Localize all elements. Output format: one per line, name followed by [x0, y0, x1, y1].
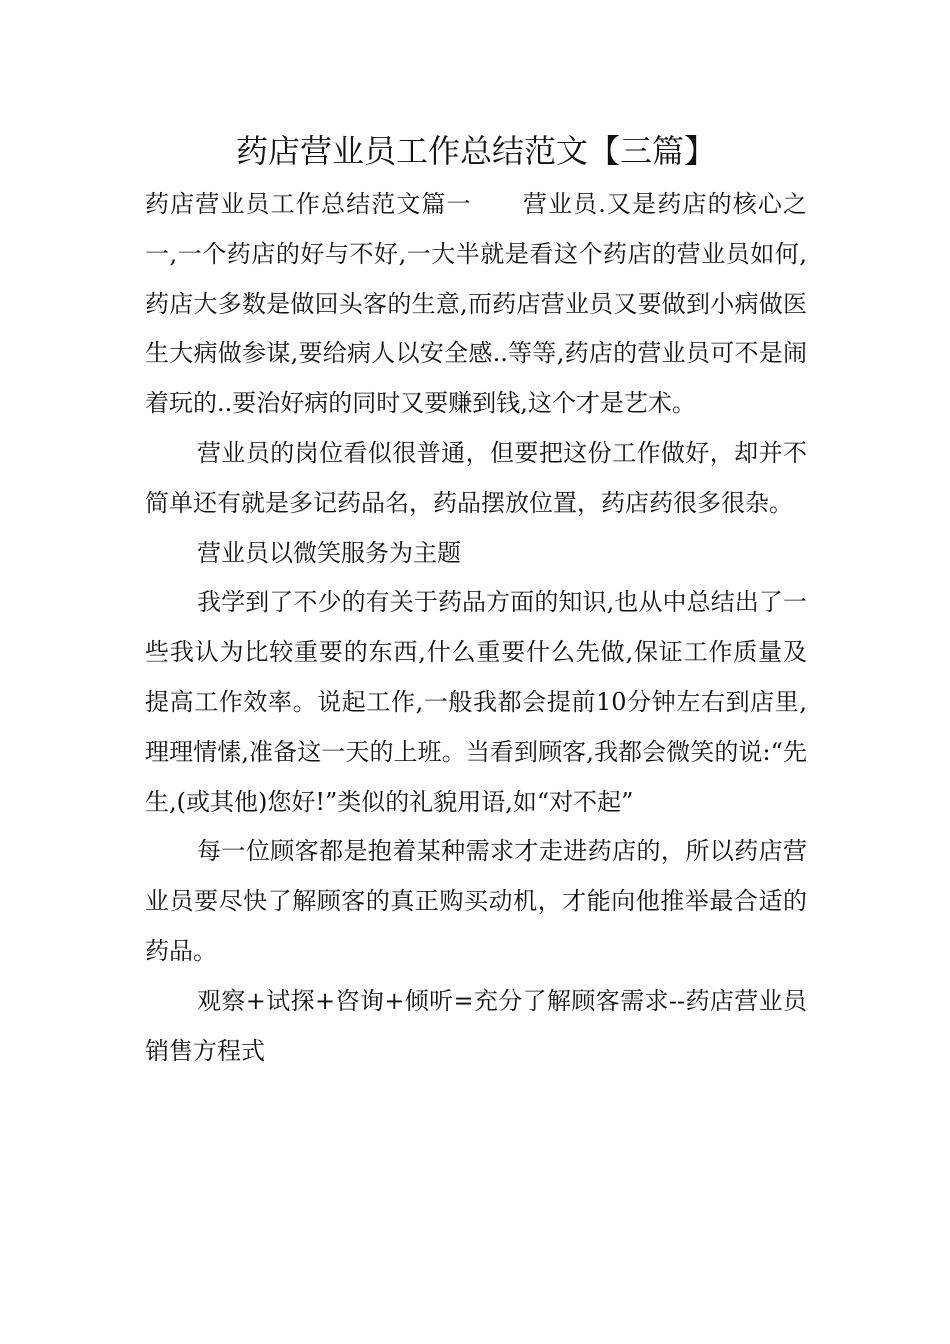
section-heading: 药店营业员工作总结范文篇一 — [145, 190, 472, 218]
paragraph: 营业员的岗位看似很普通，但要把这份工作做好，却并不简单还有就是多记药品名，药品摆放位置，药店药很多很杂。 — [145, 438, 807, 517]
paragraph: 每一位顾客都是抱着某种需求才走进药店的，所以药店营业员要尽快了解顾客的真正购买动机，才能向他推举最合适的药品。 — [145, 837, 807, 965]
paragraph: 营业员以微笑服务为主题 — [197, 538, 461, 567]
paragraph: 观察+试探+咨询+倾听=充分了解顾客需求--药店营业员销售方程式 — [145, 986, 807, 1065]
document-title: 药店营业员工作总结范文【三篇】 — [235, 132, 716, 170]
document-page — [145, 128, 807, 1076]
paragraph-text: 营业员.又是药店的核心之一,一个药店的好与不好,一大半就是看这个药店的营业员如何,药店大多数是做回头客的生意,而药店营业员又要做到小病做医生大病做参谋,要给病人以安全感..等等,药店的营业员可不是闹着玩的..要治好病的同时又要赚到钱,这个才是艺术。 — [145, 190, 807, 418]
paragraph-intro — [145, 180, 807, 429]
paragraph: 我学到了不少的有关于药品方面的知识,也从中总结出了一些我认为比较重要的东西,什么重要什么先做,保证工作质量及提高工作效率。说起工作,一般我都会提前10分钟左右到店里,理理情愫,准备这一天的上班。当看到顾客,我都会微笑的说:“先生,(或其他)您好!”类似的礼貌用语,如“对不起” — [145, 588, 807, 816]
